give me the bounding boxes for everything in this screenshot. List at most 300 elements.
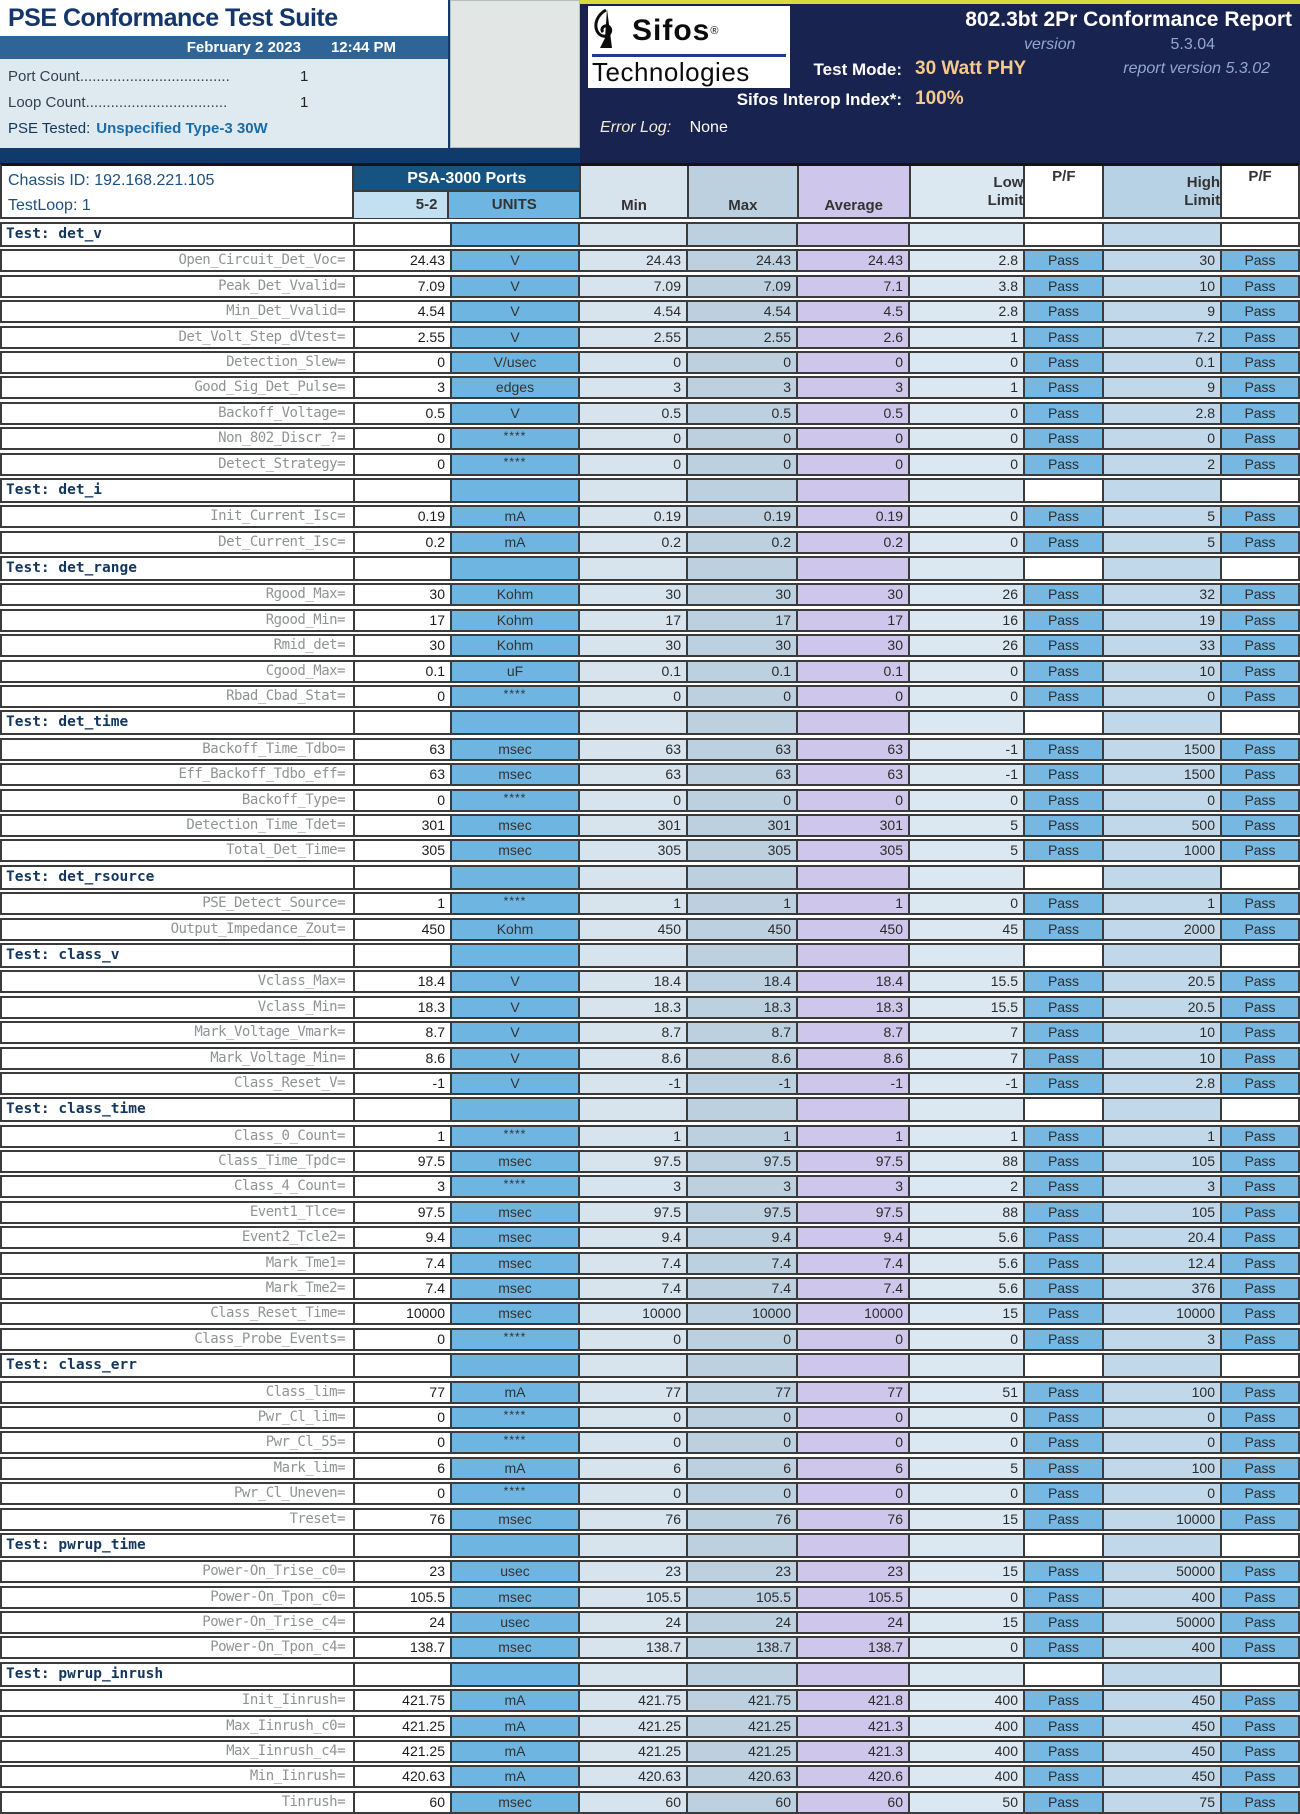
low-limit-cell: 15.5 <box>910 998 1025 1017</box>
test-name-cell: Detect_Strategy= <box>2 455 355 474</box>
average-cell: 24.43 <box>798 251 910 270</box>
min-column-header: Min <box>581 166 689 217</box>
max-cell: 0 <box>688 791 798 810</box>
test-name-cell: Event2_Tcle2= <box>2 1228 355 1247</box>
low-pf-cell: Pass <box>1025 740 1104 759</box>
average-cell: 97.5 <box>798 1152 910 1171</box>
max-cell: 7.09 <box>688 277 798 296</box>
average-cell: 18.3 <box>798 998 910 1017</box>
logo-wordmark: Sifos <box>632 14 711 47</box>
section-units-cell <box>452 480 580 501</box>
max-cell: 0 <box>688 1433 798 1452</box>
header-spacer <box>450 0 580 148</box>
high-limit-cell: 12.4 <box>1104 1254 1222 1273</box>
section-max-cell <box>688 224 798 245</box>
units-cell: V <box>452 998 580 1017</box>
units-cell: **** <box>452 1330 580 1349</box>
section-low-pf-cell <box>1025 867 1104 888</box>
average-cell: 7.1 <box>798 277 910 296</box>
max-cell: 8.6 <box>688 1049 798 1068</box>
units-cell: Kohm <box>452 920 580 939</box>
high-pf-cell: Pass <box>1222 1613 1298 1632</box>
max-cell: 24.43 <box>688 251 798 270</box>
max-cell: 305 <box>688 841 798 860</box>
max-cell: 0.2 <box>688 533 798 552</box>
average-cell: 450 <box>798 920 910 939</box>
table-row <box>0 1406 1300 1429</box>
low-pf-cell: Pass <box>1025 353 1104 372</box>
report-title: 802.3bt 2Pr Conformance Report <box>965 8 1292 31</box>
table-row <box>0 996 1300 1019</box>
section-min-cell <box>580 867 688 888</box>
date-bar <box>0 36 448 59</box>
value-cell: 9.4 <box>355 1228 452 1247</box>
min-cell: 17 <box>580 611 688 630</box>
min-cell: 0 <box>580 1330 688 1349</box>
average-cell: 421.3 <box>798 1742 910 1761</box>
test-name-cell: Treset= <box>2 1510 355 1529</box>
value-cell: 24 <box>355 1613 452 1632</box>
max-cell: 0 <box>688 1330 798 1349</box>
section-high-limit-cell <box>1104 1099 1222 1120</box>
high-limit-cell: 450 <box>1104 1742 1222 1761</box>
high-limit-cell: 0 <box>1104 429 1222 448</box>
low-pf-cell: Pass <box>1025 1691 1104 1710</box>
section-max-cell <box>688 558 798 579</box>
test-name-cell: Init_Current_Isc= <box>2 507 355 526</box>
section-low-pf-cell <box>1025 224 1104 245</box>
value-cell: 0 <box>355 1408 452 1427</box>
low-limit-cell: 0 <box>910 353 1025 372</box>
section-high-limit-cell <box>1104 945 1222 966</box>
high-pf-cell: Pass <box>1222 378 1298 397</box>
section-max-cell <box>688 867 798 888</box>
high-limit-cell: 50000 <box>1104 1562 1222 1581</box>
loop-count-value: 1 <box>300 94 309 111</box>
test-name-cell: Max_Iinrush_c0= <box>2 1717 355 1736</box>
low-limit-cell: 0 <box>910 662 1025 681</box>
low-limit-cell: 0 <box>910 894 1025 913</box>
max-cell: 3 <box>688 1177 798 1196</box>
value-cell: 3 <box>355 378 452 397</box>
table-row <box>0 1252 1300 1275</box>
min-cell: 3 <box>580 1177 688 1196</box>
max-cell: 63 <box>688 740 798 759</box>
section-low-limit-cell <box>910 480 1025 501</box>
table-row <box>0 1791 1300 1814</box>
table-row <box>0 351 1300 374</box>
report-date: February 2 2023 <box>186 39 301 56</box>
min-cell: 0 <box>580 455 688 474</box>
low-pf-cell: Pass <box>1025 791 1104 810</box>
table-row <box>0 685 1300 708</box>
high-pf-column-header: P/F <box>1222 166 1298 217</box>
low-limit-cell: 0 <box>910 791 1025 810</box>
value-cell: 4.54 <box>355 302 452 321</box>
testloop: TestLoop: 1 <box>8 197 91 214</box>
test-name-cell: Mark_Tme1= <box>2 1254 355 1273</box>
max-cell: 7.4 <box>688 1254 798 1273</box>
high-pf-cell: Pass <box>1222 302 1298 321</box>
high-limit-cell: 0 <box>1104 1433 1222 1452</box>
section-high-pf-cell <box>1222 1664 1298 1685</box>
low-limit-cell: -1 <box>910 765 1025 784</box>
high-limit-cell: 1000 <box>1104 841 1222 860</box>
interop-index-value: 100% <box>915 88 964 109</box>
high-pf-cell: Pass <box>1222 585 1298 604</box>
min-cell: 97.5 <box>580 1203 688 1222</box>
value-cell: 60 <box>355 1793 452 1812</box>
section-title: Test: pwrup_inrush <box>2 1664 355 1685</box>
low-limit-cell: 2.8 <box>910 251 1025 270</box>
table-row <box>0 1636 1300 1659</box>
low-pf-cell: Pass <box>1025 1459 1104 1478</box>
test-name-cell: Rgood_Max= <box>2 585 355 604</box>
max-cell: 30 <box>688 585 798 604</box>
section-average-cell <box>798 712 910 733</box>
test-mode-value: 30 Watt PHY <box>915 58 1027 79</box>
min-cell: 24.43 <box>580 251 688 270</box>
logo-subtitle: Technologies <box>592 57 750 87</box>
low-pf-cell: Pass <box>1025 1177 1104 1196</box>
section-value-cell <box>355 867 452 888</box>
units-cell: V <box>452 404 580 423</box>
section-low-pf-cell <box>1025 480 1104 501</box>
min-cell: 0 <box>580 1408 688 1427</box>
test-name-cell: Event1_Tlce= <box>2 1203 355 1222</box>
table-row <box>0 505 1300 528</box>
low-limit-cell: 0 <box>910 507 1025 526</box>
max-cell: 97.5 <box>688 1203 798 1222</box>
low-limit-cell: 0 <box>910 429 1025 448</box>
units-cell: uF <box>452 662 580 681</box>
high-limit-cell: 500 <box>1104 816 1222 835</box>
units-cell: mA <box>452 507 580 526</box>
section-units-cell <box>452 867 580 888</box>
high-pf-cell: Pass <box>1222 1459 1298 1478</box>
average-cell: 0 <box>798 353 910 372</box>
high-limit-cell: 0 <box>1104 1408 1222 1427</box>
low-pf-cell: Pass <box>1025 1408 1104 1427</box>
value-cell: 18.4 <box>355 972 452 991</box>
low-limit-cell: 0 <box>910 687 1025 706</box>
section-high-limit-cell <box>1104 1664 1222 1685</box>
low-limit-cell: 7 <box>910 1049 1025 1068</box>
low-limit-cell: 400 <box>910 1767 1025 1786</box>
min-cell: 138.7 <box>580 1638 688 1657</box>
report-version: report version 5.3.02 <box>1123 60 1270 77</box>
average-cell: 17 <box>798 611 910 630</box>
low-limit-cell: 400 <box>910 1717 1025 1736</box>
value-cell: 420.63 <box>355 1767 452 1786</box>
section-value-cell <box>355 480 452 501</box>
low-pf-cell: Pass <box>1025 636 1104 655</box>
table-row <box>0 1201 1300 1224</box>
high-pf-cell: Pass <box>1222 455 1298 474</box>
section-high-pf-cell <box>1222 945 1298 966</box>
value-cell: 7.09 <box>355 277 452 296</box>
high-limit-cell: 450 <box>1104 1717 1222 1736</box>
low-limit-cell: 2.8 <box>910 302 1025 321</box>
section-high-limit-cell <box>1104 712 1222 733</box>
table-row <box>0 839 1300 862</box>
low-pf-cell: Pass <box>1025 378 1104 397</box>
low-pf-cell: Pass <box>1025 841 1104 860</box>
high-limit-cell: 30 <box>1104 251 1222 270</box>
section-units-cell <box>452 558 580 579</box>
section-high-pf-cell <box>1222 867 1298 888</box>
section-units-cell <box>452 1664 580 1685</box>
loop-count-row <box>8 90 448 116</box>
low-limit-cell: 51 <box>910 1383 1025 1402</box>
low-pf-cell: Pass <box>1025 1127 1104 1146</box>
test-name-cell: Mark_lim= <box>2 1459 355 1478</box>
low-pf-cell: Pass <box>1025 1717 1104 1736</box>
units-cell: Kohm <box>452 636 580 655</box>
test-name-cell: Mark_Tme2= <box>2 1279 355 1298</box>
units-cell: msec <box>452 841 580 860</box>
max-cell: 1 <box>688 894 798 913</box>
test-name-cell: Vclass_Max= <box>2 972 355 991</box>
min-cell: 0.1 <box>580 662 688 681</box>
min-cell: 30 <box>580 636 688 655</box>
min-cell: 0 <box>580 791 688 810</box>
max-cell: 2.55 <box>688 328 798 347</box>
min-cell: 421.75 <box>580 1691 688 1710</box>
low-pf-cell: Pass <box>1025 998 1104 1017</box>
min-cell: 2.55 <box>580 328 688 347</box>
section-min-cell <box>580 1535 688 1556</box>
average-cell: 421.8 <box>798 1691 910 1710</box>
table-row <box>0 1508 1300 1531</box>
units-cell: V <box>452 1023 580 1042</box>
high-pf-cell: Pass <box>1222 251 1298 270</box>
max-cell: 77 <box>688 1383 798 1402</box>
low-limit-cell: 0 <box>910 1408 1025 1427</box>
low-limit-cell: 1 <box>910 328 1025 347</box>
units-cell: Kohm <box>452 585 580 604</box>
units-cell: **** <box>452 429 580 448</box>
units-cell: **** <box>452 1433 580 1452</box>
table-row <box>0 1740 1300 1763</box>
section-low-pf-cell <box>1025 1664 1104 1685</box>
report-banner <box>580 0 1300 163</box>
min-cell: 1 <box>580 1127 688 1146</box>
high-pf-cell: Pass <box>1222 507 1298 526</box>
min-cell: 3 <box>580 378 688 397</box>
interop-index-label: Sifos Interop Index*: <box>736 90 902 109</box>
section-low-limit-cell <box>910 558 1025 579</box>
high-pf-cell: Pass <box>1222 1177 1298 1196</box>
test-name-cell: Pwr_Cl_Uneven= <box>2 1484 355 1503</box>
low-limit-cell: 5.6 <box>910 1254 1025 1273</box>
summary-info-box <box>0 59 448 148</box>
value-cell: 97.5 <box>355 1203 452 1222</box>
units-cell: edges <box>452 378 580 397</box>
low-pf-cell: Pass <box>1025 1049 1104 1068</box>
low-pf-cell: Pass <box>1025 1228 1104 1247</box>
section-high-pf-cell <box>1222 558 1298 579</box>
section-min-cell <box>580 945 688 966</box>
table-row <box>0 1381 1300 1404</box>
section-average-cell <box>798 224 910 245</box>
section-title: Test: det_i <box>2 480 355 501</box>
table-row <box>0 376 1300 399</box>
section-low-pf-cell <box>1025 1355 1104 1376</box>
section-high-limit-cell <box>1104 224 1222 245</box>
test-name-cell: Class_4_Count= <box>2 1177 355 1196</box>
units-cell: **** <box>452 1408 580 1427</box>
min-cell: 0 <box>580 429 688 448</box>
min-cell: 0 <box>580 687 688 706</box>
low-pf-cell: Pass <box>1025 1613 1104 1632</box>
pse-tested-label: PSE Tested: <box>8 120 91 137</box>
section-max-cell <box>688 1355 798 1376</box>
low-limit-cell: 400 <box>910 1691 1025 1710</box>
high-limit-cell: 105 <box>1104 1152 1222 1171</box>
max-cell: 97.5 <box>688 1152 798 1171</box>
low-limit-cell: 26 <box>910 585 1025 604</box>
table-row <box>0 1586 1300 1609</box>
min-cell: 1 <box>580 894 688 913</box>
value-cell: 30 <box>355 636 452 655</box>
high-limit-cell: 0 <box>1104 687 1222 706</box>
min-cell: 420.63 <box>580 1767 688 1786</box>
units-cell: msec <box>452 1304 580 1323</box>
high-limit-cell: 0.1 <box>1104 353 1222 372</box>
high-pf-cell: Pass <box>1222 1510 1298 1529</box>
value-cell: 305 <box>355 841 452 860</box>
average-cell: 9.4 <box>798 1228 910 1247</box>
low-pf-cell: Pass <box>1025 455 1104 474</box>
section-header-row <box>0 1353 1300 1378</box>
average-cell: -1 <box>798 1074 910 1093</box>
average-cell: 3 <box>798 378 910 397</box>
table-row <box>0 1072 1300 1095</box>
high-limit-cell: 75 <box>1104 1793 1222 1812</box>
max-cell: 0 <box>688 687 798 706</box>
low-limit-cell: 0 <box>910 1330 1025 1349</box>
value-cell: 23 <box>355 1562 452 1581</box>
low-pf-cell: Pass <box>1025 1510 1104 1529</box>
test-mode-label: Test Mode: <box>813 60 902 79</box>
results-table <box>0 163 1300 1814</box>
average-cell: 1 <box>798 1127 910 1146</box>
high-limit-cell: 10 <box>1104 277 1222 296</box>
results-table-header <box>0 163 1300 219</box>
section-max-cell <box>688 1664 798 1685</box>
low-pf-cell: Pass <box>1025 404 1104 423</box>
value-cell: 0 <box>355 1330 452 1349</box>
min-cell: 0 <box>580 353 688 372</box>
section-min-cell <box>580 1664 688 1685</box>
test-name-cell: Eff_Backoff_Tdbo_eff= <box>2 765 355 784</box>
high-limit-cell: 450 <box>1104 1691 1222 1710</box>
test-name-cell: Mark_Voltage_Vmark= <box>2 1023 355 1042</box>
low-limit-cell: 15.5 <box>910 972 1025 991</box>
section-low-pf-cell <box>1025 1535 1104 1556</box>
low-limit-cell: 15 <box>910 1613 1025 1632</box>
low-pf-cell: Pass <box>1025 972 1104 991</box>
high-limit-cell: 100 <box>1104 1383 1222 1402</box>
table-row <box>0 1715 1300 1738</box>
section-title: Test: class_time <box>2 1099 355 1120</box>
high-pf-cell: Pass <box>1222 611 1298 630</box>
test-name-cell: Class_Probe_Events= <box>2 1330 355 1349</box>
min-cell: 7.4 <box>580 1279 688 1298</box>
min-cell: 105.5 <box>580 1588 688 1607</box>
units-cell: mA <box>452 1742 580 1761</box>
units-cell: V <box>452 302 580 321</box>
section-low-limit-cell <box>910 712 1025 733</box>
units-cell: msec <box>452 1793 580 1812</box>
max-cell: 9.4 <box>688 1228 798 1247</box>
low-pf-cell: Pass <box>1025 1203 1104 1222</box>
average-cell: 301 <box>798 816 910 835</box>
max-cell: 30 <box>688 636 798 655</box>
section-units-cell <box>452 1355 580 1376</box>
max-cell: 0.19 <box>688 507 798 526</box>
high-pf-cell: Pass <box>1222 765 1298 784</box>
max-cell: 10000 <box>688 1304 798 1323</box>
low-limit-cell: 15 <box>910 1304 1025 1323</box>
report-time: 12:44 PM <box>330 39 396 56</box>
section-title: Test: det_v <box>2 224 355 245</box>
section-title: Test: class_v <box>2 945 355 966</box>
section-min-cell <box>580 558 688 579</box>
high-limit-cell: 20.4 <box>1104 1228 1222 1247</box>
section-units-cell <box>452 224 580 245</box>
test-name-cell: Total_Det_Time= <box>2 841 355 860</box>
max-cell: 18.4 <box>688 972 798 991</box>
max-cell: 7.4 <box>688 1279 798 1298</box>
high-limit-cell: 376 <box>1104 1279 1222 1298</box>
high-limit-cell: 3 <box>1104 1330 1222 1349</box>
value-cell: 1 <box>355 1127 452 1146</box>
test-name-cell: Open_Circuit_Det_Voc= <box>2 251 355 270</box>
high-pf-cell: Pass <box>1222 1484 1298 1503</box>
high-pf-cell: Pass <box>1222 1330 1298 1349</box>
max-cell: 1 <box>688 1127 798 1146</box>
high-pf-cell: Pass <box>1222 740 1298 759</box>
high-pf-cell: Pass <box>1222 791 1298 810</box>
table-row <box>0 1150 1300 1173</box>
high-pf-cell: Pass <box>1222 1767 1298 1786</box>
low-limit-cell: 1 <box>910 1127 1025 1146</box>
average-cell: 0 <box>798 1433 910 1452</box>
high-pf-cell: Pass <box>1222 429 1298 448</box>
section-header-row <box>0 865 1300 890</box>
high-limit-cell: 0 <box>1104 1484 1222 1503</box>
section-max-cell <box>688 945 798 966</box>
units-cell: msec <box>452 1588 580 1607</box>
error-log-label: Error Log: <box>600 119 672 136</box>
high-limit-cell: 33 <box>1104 636 1222 655</box>
port-column-header: 5-2 <box>354 192 449 218</box>
max-cell: 8.7 <box>688 1023 798 1042</box>
results-table-body <box>0 222 1300 1814</box>
section-average-cell <box>798 867 910 888</box>
average-cell: 1 <box>798 894 910 913</box>
high-pf-cell: Pass <box>1222 1228 1298 1247</box>
min-cell: 0.2 <box>580 533 688 552</box>
test-name-cell: PSE_Detect_Source= <box>2 894 355 913</box>
high-limit-cell: 1 <box>1104 1127 1222 1146</box>
average-cell: 105.5 <box>798 1588 910 1607</box>
low-limit-cell: 0 <box>910 1638 1025 1657</box>
min-cell: 0 <box>580 1433 688 1452</box>
max-cell: 6 <box>688 1459 798 1478</box>
